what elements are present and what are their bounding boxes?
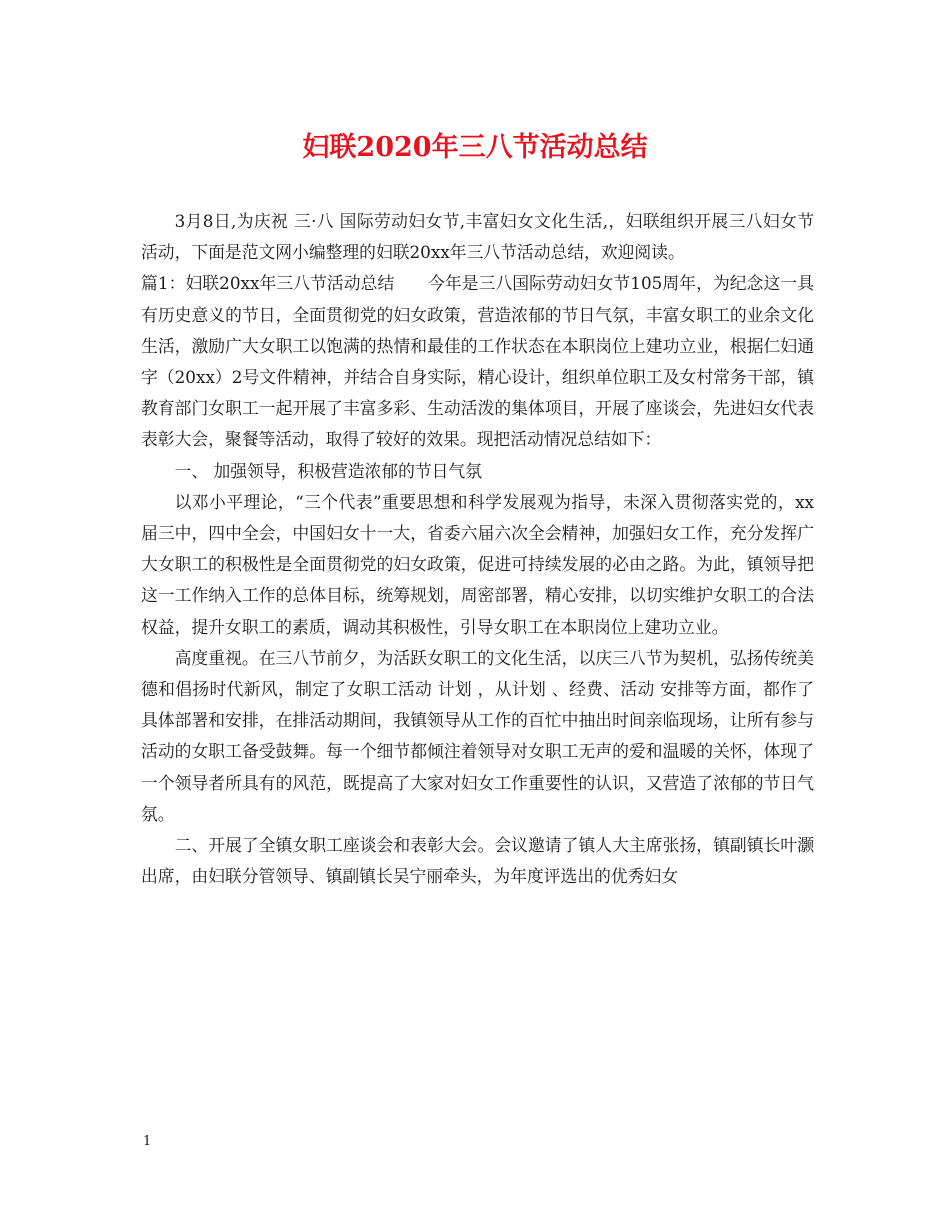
document-body [141,206,814,892]
paragraph-attention: 高度重视。在三八节前夕，为活跃女职工的文化生活，以庆三八节为契机，弘扬传统美德和倡扬时代新风，制定了女职工活动 计划 ，从计划 、经费、活动 安排等方面，都作了具体部署和安排，在排活动期间，我镇领导从工作的百忙中抽出时间亲临现场，让所有参与活动的女职工备受鼓舞。每一个细节都倾注着领导对女职工无声的爱和温暖的关怀，体现了一个领导者所具有的风范，既提高了大家对妇女工作重要性的认识，又营造了浓郁的节日气氛。 [141,647,814,824]
paragraph-section-1: 以邓小平理论，“三个代表”重要思想和科学发展观为指导，未深入贯彻落实党的，xx届三中，四中全会，中国妇女十一大，省委六届六次全会精神，加强妇女工作，充分发挥广大女职工的积极性是全面贯彻党的妇女政策，促进可持续发展的必由之路。为此，镇领导把这一工作纳入工作的总体目标，统筹规划，周密部署，精心安排，以切实维护女职工的合法权益，提升女职工的素质，调动其积极性，引导女职工在本职岗位上建功立业。 [141,491,814,637]
paragraph-intro: 3月8日,为庆祝 三·八 国际劳动妇女节,丰富妇女文化生活,，妇联组织开展三八妇女节活动，下面是范文网小编整理的妇联20xx年三八节活动总结，欢迎阅读。 [141,211,814,263]
section-heading-1: 一、 加强领导，积极营造浓郁的节日气氛 [174,460,482,481]
paragraph-section-2: 二、开展了全镇女职工座谈会和表彰大会。会议邀请了镇人大主席张扬，镇副镇长叶灏出席，由妇联分管领导、镇副镇长吴宁丽牵头，为年度评选出的优秀妇女 [141,835,814,887]
document-title: 妇联2020年三八节活动总结 [302,132,648,163]
page-number: 1 [143,1134,152,1149]
paragraph-article-1: 篇1：妇联20xx年三八节活动总结 今年是三八国际劳动妇女节105周年，为纪念这一具有历史意义的节日，全面贯彻党的妇女政策，营造浓郁的节日气氛，丰富女职工的业余文化生活，激励广大女职工以饱满的热情和最佳的工作状态在本职岗位上建功立业，根据仁妇通字（20xx）2号文件精神，并结合自身实际，精心设计，组织单位职工及女村常务干部，镇教育部门女职工一起开展了丰富多彩、生动活泼的集体项目，开展了座谈会，先进妇女代表表彰大会，聚餐等活动，取得了较好的效果。现把活动情况总结如下： [141,273,814,450]
